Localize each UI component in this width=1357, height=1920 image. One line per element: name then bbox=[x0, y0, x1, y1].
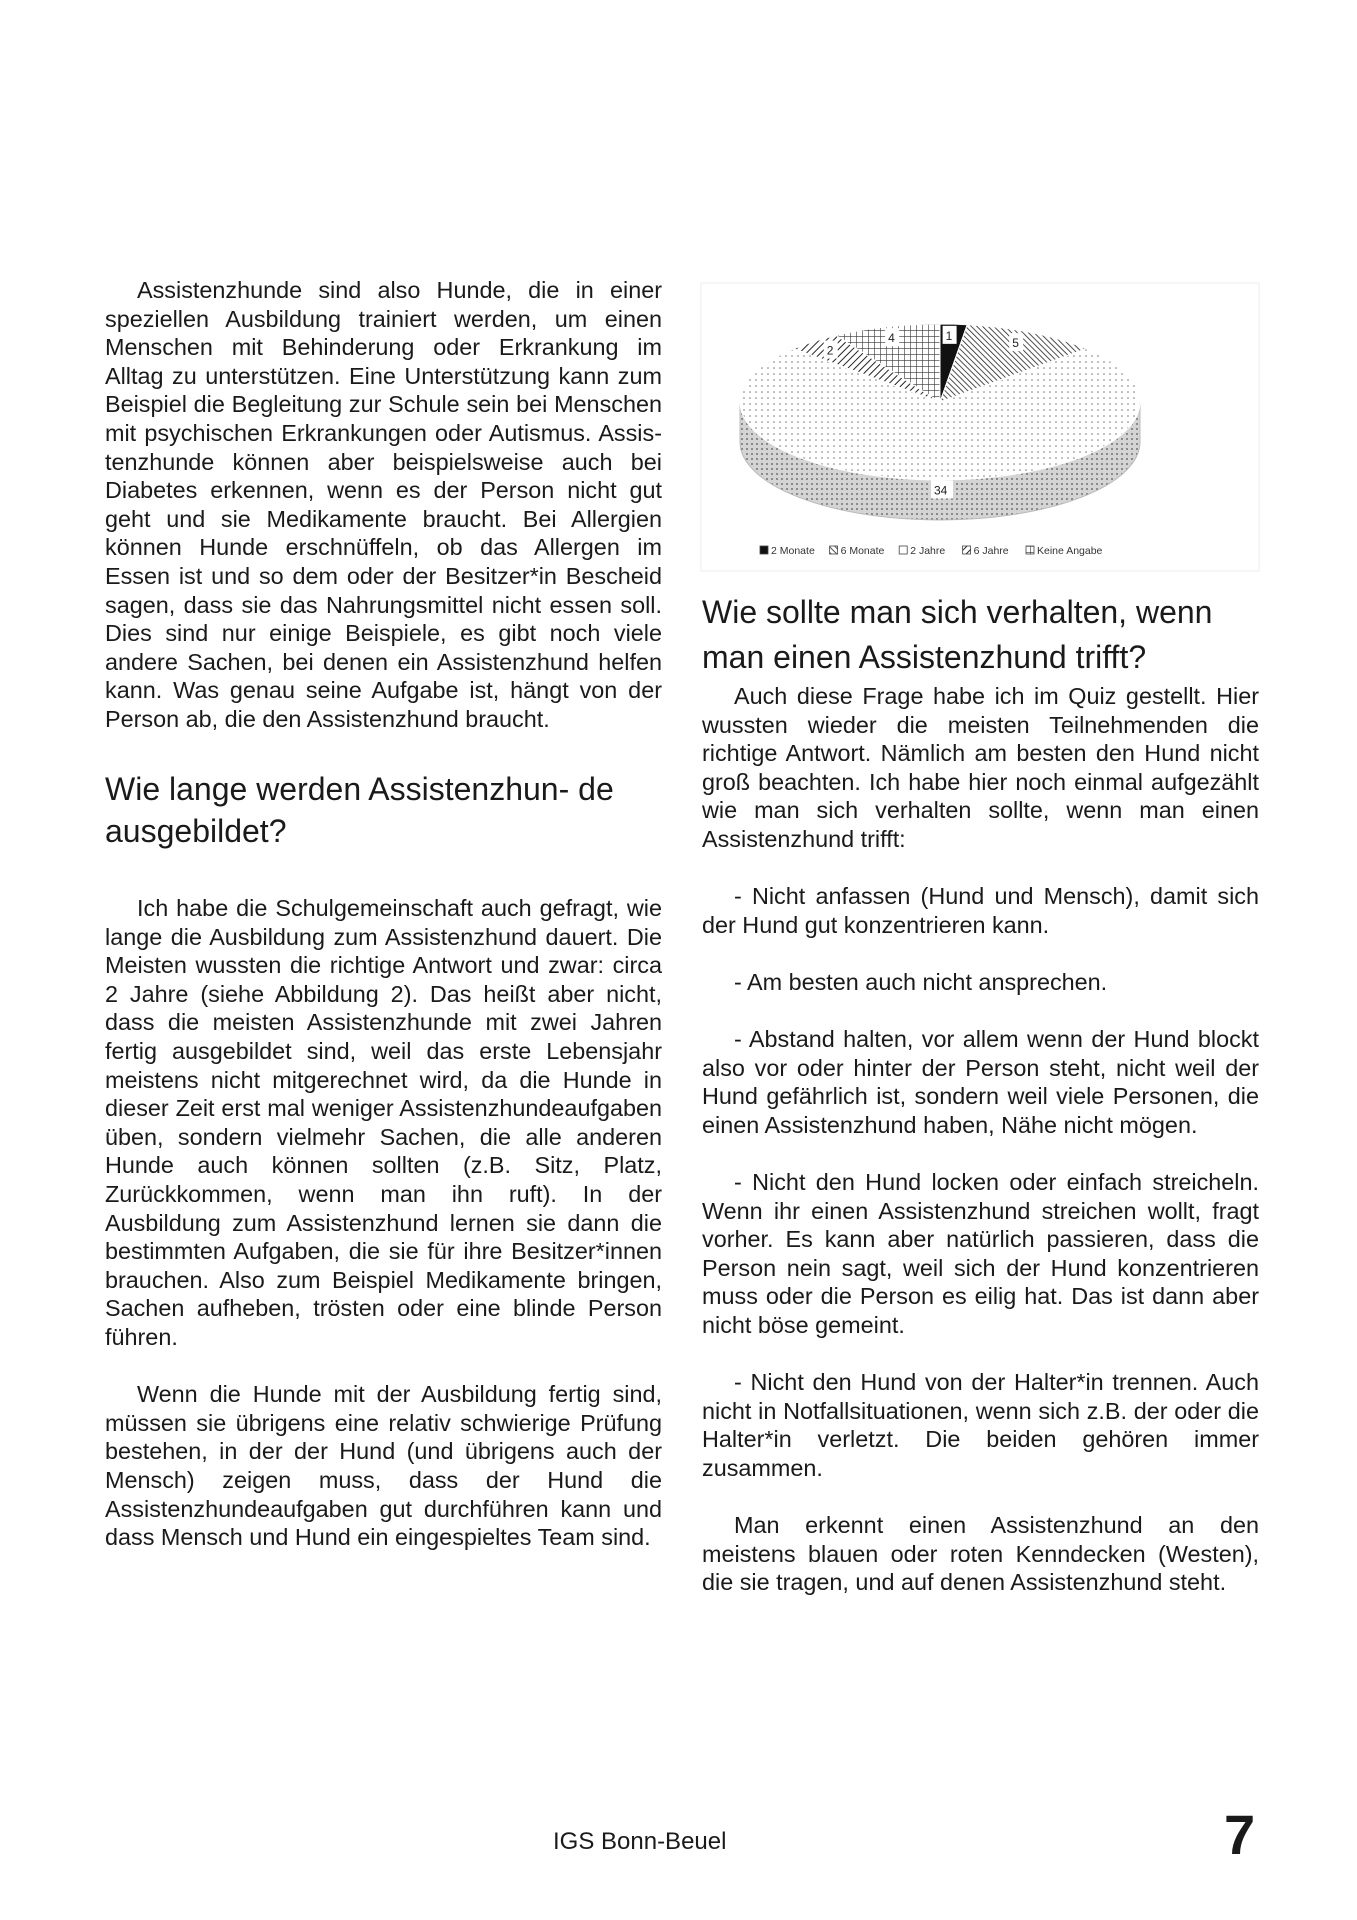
legend-swatch-keine-angabe bbox=[1026, 546, 1034, 554]
page-number: 7 bbox=[1224, 1803, 1256, 1866]
right-column bbox=[702, 590, 1259, 1597]
legend-swatch-6-monate bbox=[830, 546, 838, 554]
legend-label-2-monate: 2 Monate bbox=[771, 545, 815, 557]
legend-label-2-jahre: 2 Jahre bbox=[910, 545, 946, 557]
behavior-rule: - Abstand halten, vor allem wenn der Hund blockt also vor oder hinter der Person steht, nicht weil der Hund gefährlich ist, sondern weil viele Personen, die einen Assistenzhund haben, Nähe nicht mögen. bbox=[702, 1026, 1259, 1138]
behavior-rule: - Nicht den Hund locken oder einfach streicheln. Wenn ihr einen Assistenzhund streichen wollt, fragt vorher. Es kann aber natürlich passieren, dass die Person nein sagt, weil sich der Hund konzentrieren muss oder die Person es eilig hat. Das ist dann aber nicht böse gemeint. bbox=[702, 1169, 1259, 1339]
behavior-rule: - Nicht anfassen (Hund und Mensch), damit sich der Hund gut konzentrieren kann. bbox=[702, 883, 1259, 938]
pie-chart-svg bbox=[700, 282, 1260, 572]
heading-behavior: Wie sollte man sich verhalten, wenn man einen Assistenzhund trifft? bbox=[702, 594, 1213, 675]
training-duration-pie-chart bbox=[700, 282, 1260, 572]
legend-label-6-jahre: 6 Jahre bbox=[973, 545, 1009, 557]
data-label-6-monate: 5 bbox=[1012, 336, 1019, 351]
legend-swatch-2-monate bbox=[760, 546, 768, 554]
intro-paragraph: Assistenzhunde sind also Hunde, die in einer speziellen Ausbildung trainiert werden, um einen Menschen mit Behinderung oder Erkrankung im Alltag zu unterstützen. Eine Unterstützung kann zum Beispiel die Begleitung zur Schule sein bei Menschen mit psychischen Erkrankungen oder Autismus. Assistenzhunde können aber beispielsweise auch bei Diabetes erkennen, wenn es der Person nicht gut geht und sie Medikamente braucht. Bei Allergien können Hunde erschnüffeln, ob das Allergen im Essen ist und so dem oder der Besitzer*in Bescheid sagen, dass sie das Nahrungsmittel nicht essen soll. Dies sind nur einige Beispiele, es gibt noch viele andere Sachen, bei denen ein Assistenzhund helfen kann. Was genau seine Aufgabe ist, hängt von der Person ab, die den Assistenzhund braucht. bbox=[105, 277, 662, 732]
behavior-intro-paragraph: Auch diese Frage habe ich im Quiz gestellt. Hier wussten wieder die meisten Teilnehmenden die richtige Antwort. Nämlich am besten den Hund nicht groß beachten. Ich habe hier noch einmal aufgezählt wie man sich verhalten sollte, wenn man einen Assistenzhund trifft: bbox=[702, 683, 1259, 852]
behavior-rule: - Nicht den Hund von der Halter*in trennen. Auch nicht in Notfallsituationen, wenn sich z.B. der oder die Halter*in verletzt. Die beiden gehören immer zusammen. bbox=[702, 1369, 1259, 1482]
training-paragraph-2: Wenn die Hunde mit der Ausbildung fertig sind, müssen sie übrigens eine relativ schwierige Prüfung bestehen, in der der Hund (und übrigens auch der Mensch) zeigen muss, dass der Hund die Assistenzhundeaufgaben gut durchführen kann und dass Mensch und Hund ein eingespieltes Team sind. bbox=[105, 1381, 662, 1551]
data-label-keine-angabe: 4 bbox=[888, 331, 895, 346]
data-label-2-monate: 1 bbox=[945, 328, 953, 343]
data-label-6-jahre: 2 bbox=[826, 343, 834, 358]
heading-training-duration: Wie lange werden Assistenzhun- de ausgebildet? bbox=[105, 771, 614, 850]
data-label-2-jahre: 34 bbox=[934, 483, 948, 498]
legend-label-6-monate: 6 Monate bbox=[840, 545, 885, 557]
footer-school-name: IGS Bonn-Beuel bbox=[553, 1828, 727, 1855]
legend-label-keine-angabe: Keine Angabe bbox=[1037, 545, 1103, 557]
recognition-paragraph: Man erkennt einen Assistenzhund an den meistens blauen oder roten Kenndecken (Westen), die sie tragen, und auf denen Assistenzhund steht. bbox=[702, 1512, 1259, 1596]
left-column bbox=[105, 276, 662, 1552]
legend-swatch-6-jahre bbox=[963, 546, 971, 554]
training-paragraph-1: Ich habe die Schulgemeinschaft auch gefragt, wie lange die Ausbildung zum Assistenzhund dauert. Die Meisten wussten die richtige Antwort und zwar: circa 2 Jahre (siehe Abbildung 2). Das heißt aber nicht, dass die meisten Assistenzhunde mit zwei Jahren fertig ausgebildet sind, weil das erste Lebensjahr meistens nicht mitgerechnet wird, da die Hunde in dieser Zeit erst mal weniger Assistenzhundeaufgaben üben, sondern vielmehr Sachen, die alle anderen Hunde auch können sollten (z.B. Sitz, Platz, Zurückkommen, wenn man ihn ruft). In der Ausbildung zum Assistenzhund lernen sie dann die bestimmten Aufgaben, die sie für ihre Besitzer*innen brauchen. Also zum Beispiel Medikamente bringen, Sachen aufheben, trösten oder eine blinde Person führen. bbox=[105, 895, 662, 1350]
behavior-rule: - Am besten auch nicht ansprechen. bbox=[734, 968, 1108, 995]
chart-legend bbox=[760, 545, 1103, 557]
legend-swatch-2-jahre bbox=[899, 546, 907, 554]
